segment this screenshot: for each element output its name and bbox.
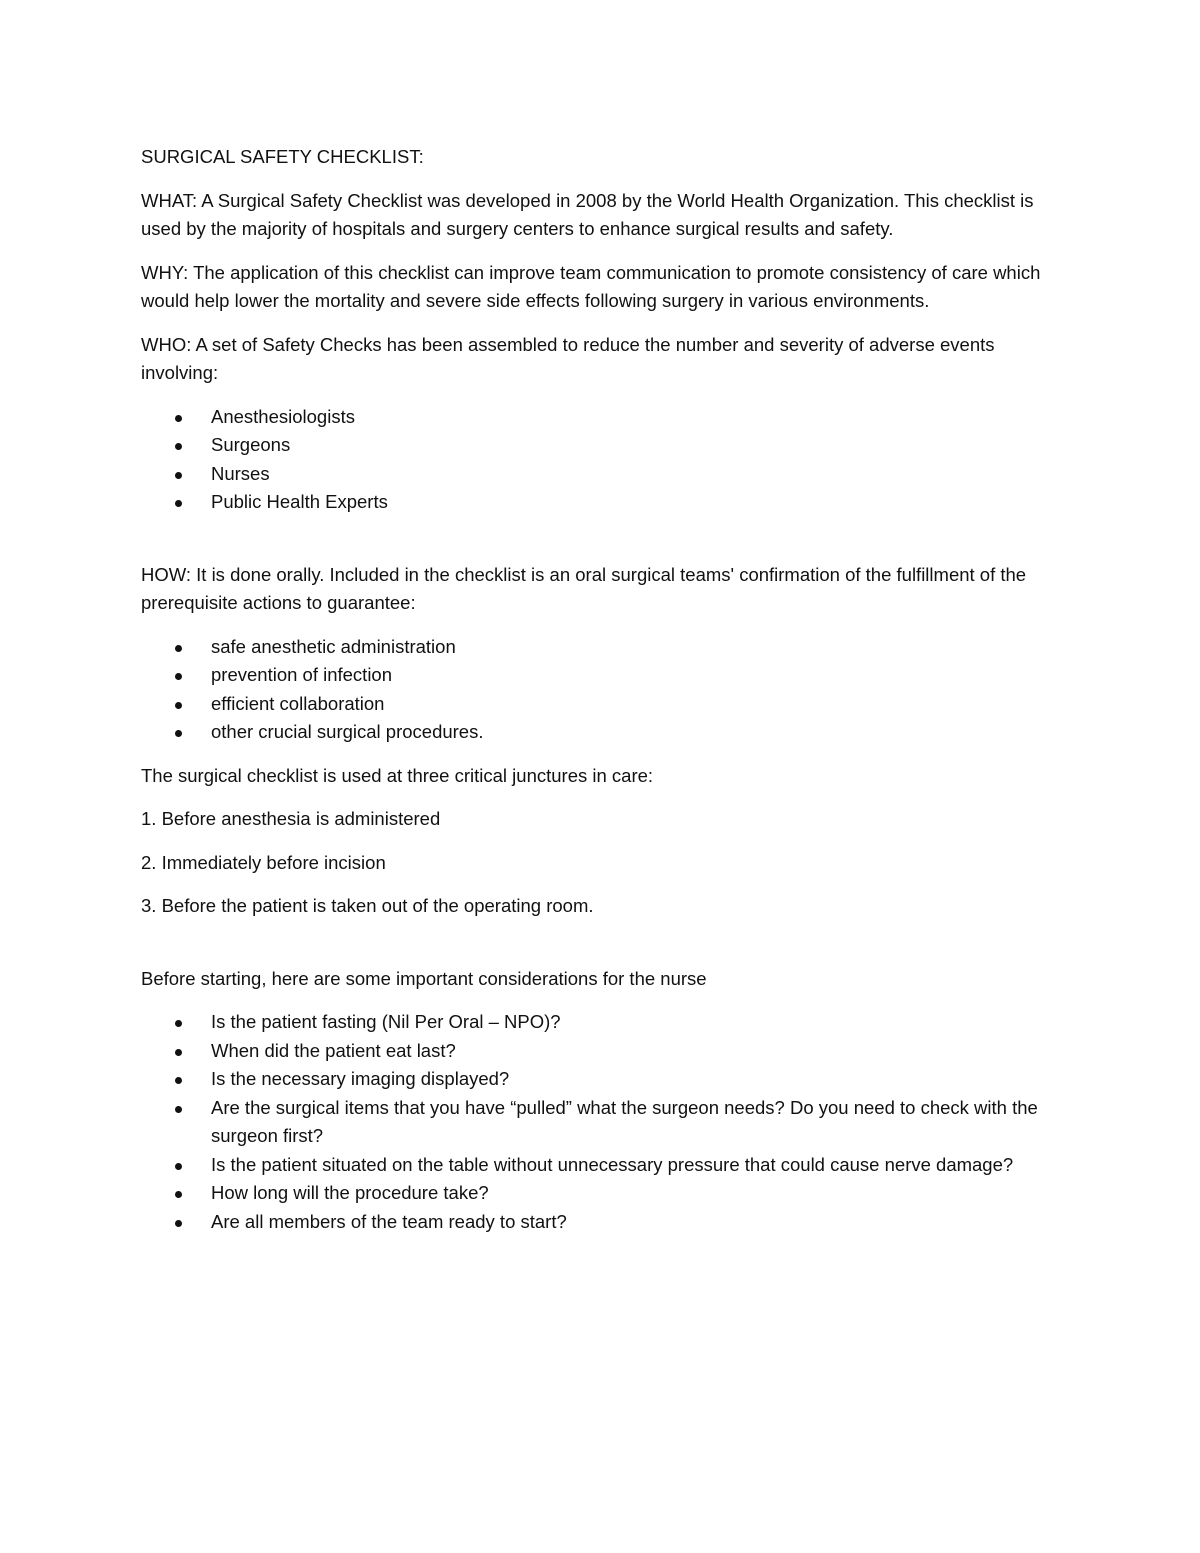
bullet-icon bbox=[175, 443, 182, 450]
list-item-text: When did the patient eat last? bbox=[211, 1039, 456, 1061]
list-item bbox=[141, 1208, 1061, 1237]
list-item bbox=[141, 1179, 1061, 1208]
how-list bbox=[141, 633, 1061, 747]
bullet-icon bbox=[175, 1049, 182, 1056]
list-item-text: Are all members of the team ready to start? bbox=[211, 1210, 567, 1232]
list-item bbox=[141, 488, 1061, 517]
what-paragraph: WHAT: A Surgical Safety Checklist was developed in 2008 by the World Health Organization. This checklist is used by the majority of hospitals and surgery centers to enhance surgical results and safety. bbox=[141, 189, 1034, 239]
list-item bbox=[141, 431, 1061, 460]
list-item-text: Is the patient situated on the table without unnecessary pressure that could cause nerve damage? bbox=[211, 1153, 1014, 1175]
bullet-icon bbox=[175, 1191, 182, 1198]
why-paragraph: WHY: The application of this checklist can improve team communication to promote consistency of care which would help lower the mortality and severe side effects following surgery in various environments. bbox=[141, 261, 1041, 311]
spacer bbox=[141, 936, 1061, 965]
list-item-text: Anesthesiologists bbox=[211, 405, 355, 427]
list-item bbox=[141, 1008, 1061, 1037]
bullet-icon bbox=[175, 1106, 182, 1113]
list-item bbox=[141, 1094, 1061, 1151]
list-item bbox=[141, 661, 1061, 690]
list-item-text: Public Health Experts bbox=[211, 491, 388, 512]
junctures-intro: The surgical checklist is used at three critical junctures in care: bbox=[141, 764, 654, 786]
bullet-icon bbox=[175, 1220, 182, 1227]
bullet-icon bbox=[175, 415, 182, 422]
list-item-text: Is the necessary imaging displayed? bbox=[211, 1068, 510, 1089]
bullet-icon bbox=[175, 1020, 182, 1027]
list-item-text: Surgeons bbox=[211, 434, 291, 455]
list-item-text: other crucial surgical procedures. bbox=[211, 721, 484, 742]
who-paragraph: WHO: A set of Safety Checks has been assembled to reduce the number and severity of adverse events involving: bbox=[141, 333, 995, 383]
list-item-text: Is the patient fasting (Nil Per Oral – NPO)? bbox=[211, 1011, 561, 1032]
list-item bbox=[141, 633, 1061, 662]
list-item bbox=[141, 460, 1061, 489]
list-item-text: Nurses bbox=[211, 462, 270, 484]
document-title: SURGICAL SAFETY CHECKLIST: bbox=[141, 146, 424, 167]
list-item bbox=[141, 690, 1061, 719]
list-item-text: efficient collaboration bbox=[211, 692, 385, 714]
list-item bbox=[141, 718, 1061, 747]
bullet-icon bbox=[175, 1163, 182, 1170]
list-item bbox=[141, 1065, 1061, 1094]
juncture-item: 3. Before the patient is taken out of the operating room. bbox=[141, 895, 594, 916]
list-item bbox=[141, 1037, 1061, 1066]
juncture-item: 1. Before anesthesia is administered bbox=[141, 808, 441, 829]
list-item bbox=[141, 1151, 1061, 1180]
bullet-icon bbox=[175, 472, 182, 479]
list-item bbox=[141, 403, 1061, 432]
bullet-icon bbox=[175, 730, 182, 737]
list-item-text: prevention of infection bbox=[211, 664, 393, 685]
bullet-icon bbox=[175, 645, 182, 652]
considerations-list bbox=[141, 1008, 1061, 1236]
considerations-intro: Before starting, here are some important considerations for the nurse bbox=[141, 967, 707, 989]
document-body bbox=[141, 143, 1061, 1236]
who-list bbox=[141, 403, 1061, 517]
juncture-item: 2. Immediately before incision bbox=[141, 851, 386, 873]
bullet-icon bbox=[175, 702, 182, 709]
list-item-text: How long will the procedure take? bbox=[211, 1182, 489, 1203]
bullet-icon bbox=[175, 673, 182, 680]
bullet-icon bbox=[175, 1077, 182, 1084]
list-item-text: safe anesthetic administration bbox=[211, 635, 456, 657]
bullet-icon bbox=[175, 500, 182, 507]
list-item-text: Are the surgical items that you have “pulled” what the surgeon needs? Do you need to check with the surgeon first? bbox=[211, 1096, 1038, 1146]
how-paragraph: HOW: It is done orally. Included in the checklist is an oral surgical teams' confirmation of the fulfillment of the prerequisite actions to guarantee: bbox=[141, 563, 1027, 613]
spacer bbox=[141, 517, 1061, 561]
